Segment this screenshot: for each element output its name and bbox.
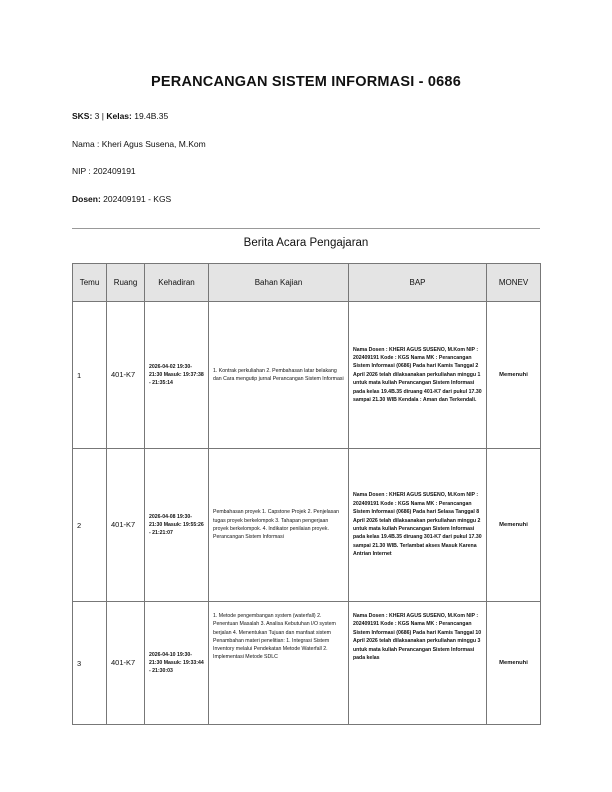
sks-label: SKS:: [72, 111, 93, 121]
cell-bahan-kajian: Pembahasan proyek 1. Capstone Projek 2. Penjelasan tugas proyek berkelompok 3. Tahapan pengerjaan proyek berkelompok. 4. Indikator penilaian proyek. Perancangan Sistem Informasi: [209, 449, 349, 602]
section-title: Berita Acara Pengajaran: [243, 237, 369, 249]
header-ruang: Ruang: [107, 264, 145, 302]
lecturer-nip: NIP : 202409191: [72, 166, 136, 176]
divider: [72, 228, 540, 229]
cell-ruang: 401-K7: [107, 449, 145, 602]
table-row: [73, 602, 541, 725]
cell-kehadiran: 2026-04-02 19:30-21:30 Masuk: 19:37:38 - 21:35:14: [145, 302, 209, 449]
cell-temu: 3: [73, 602, 107, 725]
lecturer-name: Nama : Kheri Agus Susena, M.Kom: [72, 139, 206, 149]
cell-temu: 2: [73, 449, 107, 602]
cell-monev: Memenuhi: [487, 449, 541, 602]
cell-monev: Memenuhi: [487, 302, 541, 449]
header-bap: BAP: [349, 264, 487, 302]
cell-temu: 1: [73, 302, 107, 449]
cell-bahan-kajian: 1. Metode pengembangan system (waterfall) 2. Penentuan Masalah 3. Analisa Kebutuhan I/O system berjalan 4. Menentukan Tujuan dan manfaat sistem Penambahan materi penelitian: 1. Integrasi Sistem Inventory melalui Pendekatan Metode Waterfall 2. Implementasi Metode SDLC: [209, 602, 349, 725]
cell-kehadiran: 2026-04-08 19:30-21:30 Masuk: 19:55:26 - 21:21:07: [145, 449, 209, 602]
dosen-value: 202409191 - KGS: [100, 194, 172, 204]
header-kehadiran: Kehadiran: [145, 264, 209, 302]
teaching-report-table: [72, 263, 541, 725]
header-monev: MONEV: [487, 264, 541, 302]
table-row: [73, 449, 541, 602]
page-title: PERANCANGAN SISTEM INFORMASI - 0686: [151, 74, 461, 90]
sks-kelas-line: [72, 111, 168, 121]
cell-bahan-kajian: 1. Kontrak perkuliahan 2. Pembahasan latar belakang dan Cara mengutip jurnal Perancangan Sistem Informasi: [209, 302, 349, 449]
sks-value: 3 |: [92, 111, 107, 121]
header-bahan-kajian: Bahan Kajian: [209, 264, 349, 302]
cell-ruang: 401-K7: [107, 302, 145, 449]
cell-kehadiran: 2026-04-10 19:30-21:30 Masuk: 19:33:44 - 21:30:03: [145, 602, 209, 725]
cell-bap: Nama Dosen : KHERI AGUS SUSENO, M.Kom NIP : 202409191 Kode : KGS Nama MK : Perancangan Sistem Informasi (0686) Pada hari Selasa Tanggal 8 April 2026 telah dilaksanakan perkuliahan minggu 2 untuk mata kuliah Perancangan Sistem Informasi pada kelas 19.4B.35 diruang 301-K7 dari pukul 17.30 sampai 21.30 WIB. Terlambat akses Masuk Karena Antrian Internet: [349, 449, 487, 602]
cell-bap: Nama Dosen : KHERI AGUS SUSENO, M.Kom NIP : 202409191 Kode : KGS Nama MK : Perancangan Sistem Informasi (0686) Pada hari Kamis Tanggal 10 April 2026 telah dilaksanakan perkuliahan minggu 3 untuk mata kuliah Perancangan Sistem Informasi pada kelas: [349, 602, 487, 725]
header-temu: Temu: [73, 264, 107, 302]
dosen-line: [72, 194, 171, 204]
dosen-label: Dosen:: [72, 194, 101, 204]
cell-monev: Memenuhi: [487, 602, 541, 725]
cell-ruang: 401-K7: [107, 602, 145, 725]
kelas-value: 19.4B.35: [131, 111, 169, 121]
table-header-row: [73, 264, 541, 302]
kelas-label: Kelas:: [106, 111, 132, 121]
cell-bap: Nama Dosen : KHERI AGUS SUSENO, M.Kom NIP : 202409191 Kode : KGS Nama MK : Perancangan Sistem Informasi (0686) Pada hari Kamis Tanggal 2 April 2026 telah dilaksanakan perkuliahan minggu 1 untuk mata kuliah Perancangan Sistem Informasi pada kelas 19.4B.35 diruang 401-K7 dari pukul 17.30 sampai 21.30 WIB Kendala : Aman dan Terkendali.: [349, 302, 487, 449]
table-row: [73, 302, 541, 449]
